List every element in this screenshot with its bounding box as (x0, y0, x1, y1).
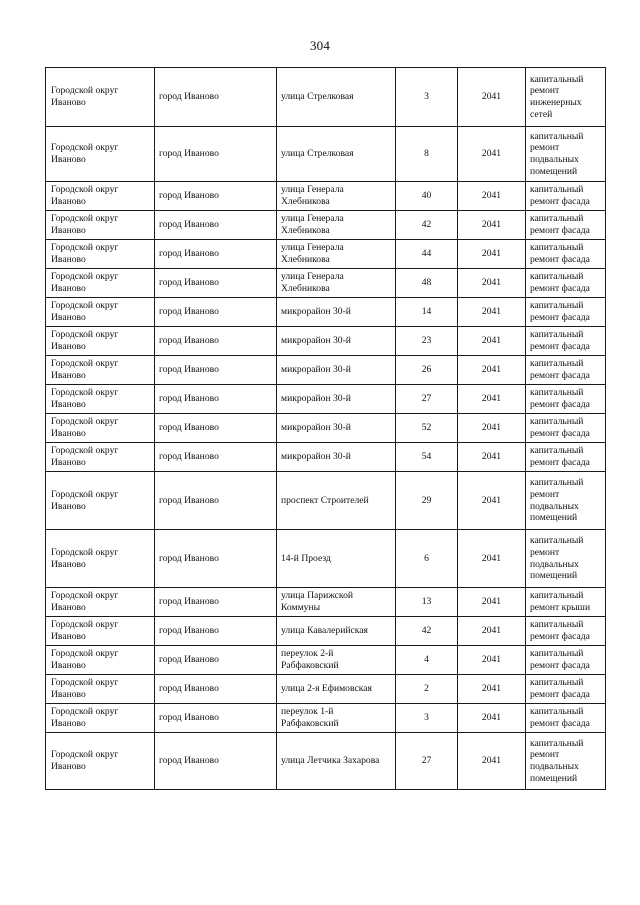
table-row (46, 588, 606, 617)
table-row (46, 327, 606, 356)
cell-district: Городской округ Иваново (46, 617, 155, 646)
cell-district: Городской округ Иваново (46, 472, 155, 530)
cell-city: город Иваново (155, 211, 277, 240)
cell-year: 2041 (458, 675, 526, 704)
cell-city: город Иваново (155, 356, 277, 385)
cell-district: Городской округ Иваново (46, 127, 155, 182)
cell-house-number: 42 (396, 211, 458, 240)
table-row (46, 733, 606, 790)
cell-year: 2041 (458, 68, 526, 127)
table-row (46, 675, 606, 704)
table-row (46, 68, 606, 127)
table-row (46, 646, 606, 675)
cell-work-type: капитальный ремонт фасада (526, 211, 606, 240)
cell-year: 2041 (458, 269, 526, 298)
cell-street: улица Генерала Хлебникова (277, 211, 396, 240)
page-number: 304 (309, 38, 331, 53)
cell-city: город Иваново (155, 472, 277, 530)
cell-street: проспект Строителей (277, 472, 396, 530)
cell-work-type: капитальный ремонт фасада (526, 617, 606, 646)
cell-city: город Иваново (155, 385, 277, 414)
cell-city: город Иваново (155, 269, 277, 298)
cell-year: 2041 (458, 733, 526, 790)
cell-district: Городской округ Иваново (46, 298, 155, 327)
cell-district: Городской округ Иваново (46, 588, 155, 617)
cell-house-number: 3 (396, 704, 458, 733)
cell-city: город Иваново (155, 588, 277, 617)
repair-schedule-table (45, 67, 606, 790)
cell-city: город Иваново (155, 646, 277, 675)
cell-city: город Иваново (155, 675, 277, 704)
cell-street: улица Генерала Хлебникова (277, 240, 396, 269)
cell-street: улица Стрелковая (277, 68, 396, 127)
cell-work-type: капитальный ремонт фасада (526, 443, 606, 472)
cell-year: 2041 (458, 588, 526, 617)
cell-year: 2041 (458, 240, 526, 269)
cell-work-type: капитальный ремонт фасада (526, 182, 606, 211)
cell-street: 14-й Проезд (277, 530, 396, 588)
cell-work-type: капитальный ремонт фасада (526, 675, 606, 704)
cell-district: Городской округ Иваново (46, 182, 155, 211)
cell-work-type: капитальный ремонт подвальных помещений (526, 530, 606, 588)
cell-year: 2041 (458, 530, 526, 588)
cell-house-number: 26 (396, 356, 458, 385)
cell-street: переулок 2-й Рабфаковский (277, 646, 396, 675)
cell-house-number: 14 (396, 298, 458, 327)
cell-work-type: капитальный ремонт фасада (526, 327, 606, 356)
cell-city: город Иваново (155, 182, 277, 211)
cell-house-number: 40 (396, 182, 458, 211)
cell-street: улица 2-я Ефимовская (277, 675, 396, 704)
cell-district: Городской округ Иваново (46, 211, 155, 240)
cell-street: микрорайон 30-й (277, 443, 396, 472)
cell-district: Городской округ Иваново (46, 675, 155, 704)
table-row (46, 414, 606, 443)
cell-house-number: 54 (396, 443, 458, 472)
cell-house-number: 27 (396, 385, 458, 414)
cell-house-number: 3 (396, 68, 458, 127)
table-row (46, 443, 606, 472)
cell-work-type: капитальный ремонт фасада (526, 414, 606, 443)
cell-city: город Иваново (155, 414, 277, 443)
cell-district: Городской округ Иваново (46, 68, 155, 127)
cell-house-number: 52 (396, 414, 458, 443)
cell-city: город Иваново (155, 68, 277, 127)
table-row (46, 472, 606, 530)
cell-year: 2041 (458, 414, 526, 443)
cell-street: микрорайон 30-й (277, 356, 396, 385)
cell-year: 2041 (458, 617, 526, 646)
cell-work-type: капитальный ремонт фасада (526, 240, 606, 269)
cell-district: Городской округ Иваново (46, 733, 155, 790)
table-row (46, 211, 606, 240)
cell-work-type: капитальный ремонт фасада (526, 269, 606, 298)
cell-house-number: 29 (396, 472, 458, 530)
cell-street: переулок 1-й Рабфаковский (277, 704, 396, 733)
cell-house-number: 27 (396, 733, 458, 790)
cell-street: улица Генерала Хлебникова (277, 182, 396, 211)
table-row (46, 269, 606, 298)
cell-house-number: 23 (396, 327, 458, 356)
cell-work-type: капитальный ремонт подвальных помещений (526, 733, 606, 790)
cell-street: улица Кавалерийская (277, 617, 396, 646)
cell-work-type: капитальный ремонт инженерных сетей (526, 68, 606, 127)
table-row (46, 530, 606, 588)
cell-street: микрорайон 30-й (277, 414, 396, 443)
cell-district: Городской округ Иваново (46, 385, 155, 414)
cell-year: 2041 (458, 298, 526, 327)
cell-district: Городской округ Иваново (46, 704, 155, 733)
cell-work-type: капитальный ремонт подвальных помещений (526, 127, 606, 182)
cell-district: Городской округ Иваново (46, 414, 155, 443)
cell-street: улица Стрелковая (277, 127, 396, 182)
cell-city: город Иваново (155, 733, 277, 790)
cell-city: город Иваново (155, 443, 277, 472)
cell-street: улица Парижской Коммуны (277, 588, 396, 617)
cell-year: 2041 (458, 127, 526, 182)
cell-district: Городской округ Иваново (46, 240, 155, 269)
table-row (46, 385, 606, 414)
cell-house-number: 44 (396, 240, 458, 269)
cell-year: 2041 (458, 385, 526, 414)
cell-year: 2041 (458, 327, 526, 356)
cell-city: город Иваново (155, 240, 277, 269)
cell-work-type: капитальный ремонт подвальных помещений (526, 472, 606, 530)
cell-city: город Иваново (155, 127, 277, 182)
table-row (46, 127, 606, 182)
cell-district: Городской округ Иваново (46, 646, 155, 675)
cell-district: Городской округ Иваново (46, 327, 155, 356)
cell-house-number: 42 (396, 617, 458, 646)
cell-house-number: 6 (396, 530, 458, 588)
table-body (46, 68, 606, 790)
cell-work-type: капитальный ремонт фасада (526, 646, 606, 675)
cell-year: 2041 (458, 704, 526, 733)
table-row (46, 704, 606, 733)
cell-street: улица Летчика Захарова (277, 733, 396, 790)
cell-city: город Иваново (155, 327, 277, 356)
cell-work-type: капитальный ремонт фасада (526, 298, 606, 327)
table-row (46, 617, 606, 646)
cell-district: Городской округ Иваново (46, 530, 155, 588)
cell-year: 2041 (458, 182, 526, 211)
cell-district: Городской округ Иваново (46, 443, 155, 472)
cell-year: 2041 (458, 443, 526, 472)
cell-street: улица Генерала Хлебникова (277, 269, 396, 298)
cell-house-number: 13 (396, 588, 458, 617)
cell-city: город Иваново (155, 530, 277, 588)
cell-city: город Иваново (155, 617, 277, 646)
cell-street: микрорайон 30-й (277, 327, 396, 356)
table-row (46, 240, 606, 269)
cell-house-number: 4 (396, 646, 458, 675)
cell-city: город Иваново (155, 704, 277, 733)
cell-street: микрорайон 30-й (277, 385, 396, 414)
cell-district: Городской округ Иваново (46, 356, 155, 385)
table-row (46, 356, 606, 385)
table-row (46, 298, 606, 327)
cell-house-number: 2 (396, 675, 458, 704)
cell-year: 2041 (458, 356, 526, 385)
cell-city: город Иваново (155, 298, 277, 327)
cell-house-number: 48 (396, 269, 458, 298)
cell-work-type: капитальный ремонт фасада (526, 385, 606, 414)
cell-year: 2041 (458, 211, 526, 240)
cell-year: 2041 (458, 646, 526, 675)
cell-street: микрорайон 30-й (277, 298, 396, 327)
cell-work-type: капитальный ремонт фасада (526, 704, 606, 733)
cell-year: 2041 (458, 472, 526, 530)
cell-house-number: 8 (396, 127, 458, 182)
cell-work-type: капитальный ремонт крыши (526, 588, 606, 617)
cell-district: Городской округ Иваново (46, 269, 155, 298)
cell-work-type: капитальный ремонт фасада (526, 356, 606, 385)
table-row (46, 182, 606, 211)
